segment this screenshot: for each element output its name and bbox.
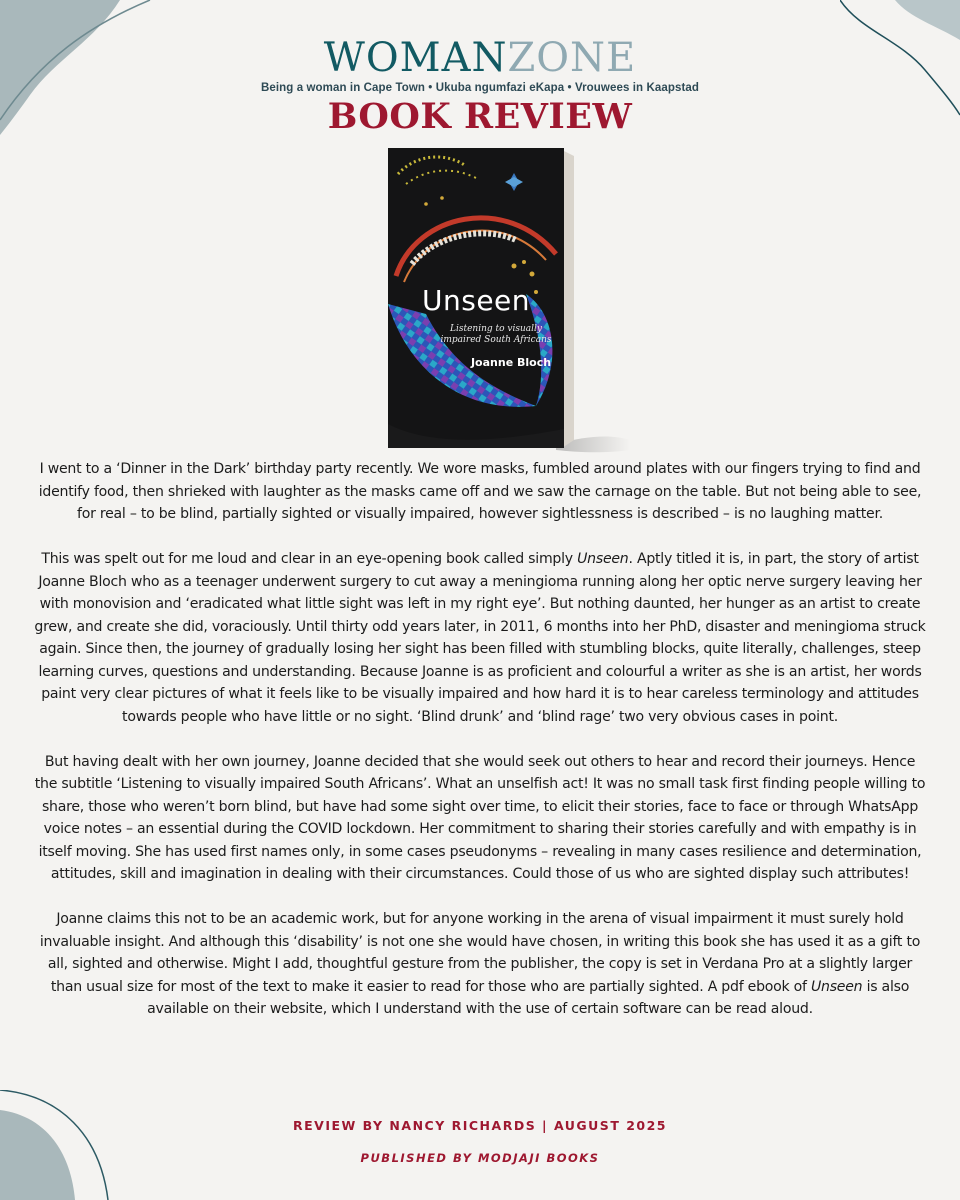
paragraph-4 (34, 908, 926, 1021)
logo-woman-text: WOMAN (323, 35, 508, 81)
paragraph-2 (34, 548, 926, 728)
logo-zone-text: ZONE (507, 35, 637, 81)
review-body (34, 458, 926, 1043)
tagline: Being a woman in Cape Town • Ukuba ngumfazi eKapa • Vrouwees in Kaapstad (260, 82, 700, 94)
paragraph-4-text-b: is also available on their website, which I understand with the use of certain software can be read aloud. (147, 978, 910, 1017)
book-title: Unseen (422, 284, 531, 317)
paragraph-2-text-a: This was spelt out for me loud and clear in an eye-opening book called simply (41, 551, 578, 567)
paragraph-1: I went to a ‘Dinner in the Dark’ birthday party recently. We wore masks, fumbled around plates with our fingers trying to find and identify food, then shrieked with laughter as the masks came off and we saw the carnage on the table. But not being able to see, for real – to be blind, partially sighted or visually impaired, however sightlessness is described – is no laughing matter. (38, 461, 922, 522)
corner-decoration-bottom-left (0, 1090, 140, 1200)
book-title-italic: Unseen (577, 551, 629, 567)
review-byline: REVIEW BY NANCY RICHARDS | AUGUST 2025 (293, 1118, 667, 1133)
paragraph-4-text-a: Joanne claims this not to be an academic work, but for anyone working in the arena of visual impairment it must surely hold invaluable insight. And although this ‘disability’ is not one she would have chosen, in writing this book she has used it as a gift to all, sighted and otherwise. Might I add, thoughtful gesture from the publisher, the copy is set in Verdana Pro at a slightly larger than usual size for most of the text to make it easier to read for those who are partially sighted. A pdf ebook of (39, 911, 921, 995)
book-title-italic: Unseen (810, 978, 863, 995)
masthead (0, 36, 960, 138)
book-subtitle: Listening to visually impaired South Africans (440, 324, 552, 345)
book-cover-image (386, 144, 630, 454)
paragraph-3: But having dealt with her own journey, Joanne decided that she would seek out others to hear and record their journeys. Hence the subtitle ‘Listening to visually impaired South Africans’. What an unselfish act! It was no small task first finding people willing to share, those who weren’t born blind, but have had some sight over time, to elicit their stories, face to face or through WhatsApp voice notes – an essential during the COVID lockdown. Her commitment to sharing their stories carefully and with empathy is in itself moving. She has used first names only, in some cases pseudonyms – revealing in many cases resilience and determination, attitudes, skill and imagination in dealing with their circumstances. Could those of us who are sighted display such attributes! (34, 753, 926, 882)
page-title: BOOK REVIEW (327, 96, 633, 137)
book-author: Joanne Bloch (470, 356, 552, 369)
publisher-credit: PUBLISHED BY MODJAJI BOOKS (360, 1151, 600, 1165)
paragraph-2-text-b: . Aptly titled it is, in part, the story of artist Joanne Bloch who as a teenager underwent surgery to cut away a meningioma running along her optic nerve surgery leaving her with monovision and ‘eradicated what little sight was left in my right eye’. But nothing daunted, her hunger as an artist to create grew, and create she did, voraciously. Until thirty odd years later, in 2011, 6 months into her PhD, disaster and meningioma struck again. Since then, the journey of gradually losing her sight has been filled with stumbling blocks, quite literally, challenges, steep learning curves, questions and understanding. Because Joanne is as proficient and colourful a writer as she is an artist, her words paint very clear pictures of what it feels like to be visually impaired and how hard it is to hear careless terminology and attitudes towards people who have little or no sight. ‘Blind drunk’ and ‘blind rage’ two very obvious cases in point. (34, 551, 926, 725)
womanzone-logo (0, 36, 960, 80)
